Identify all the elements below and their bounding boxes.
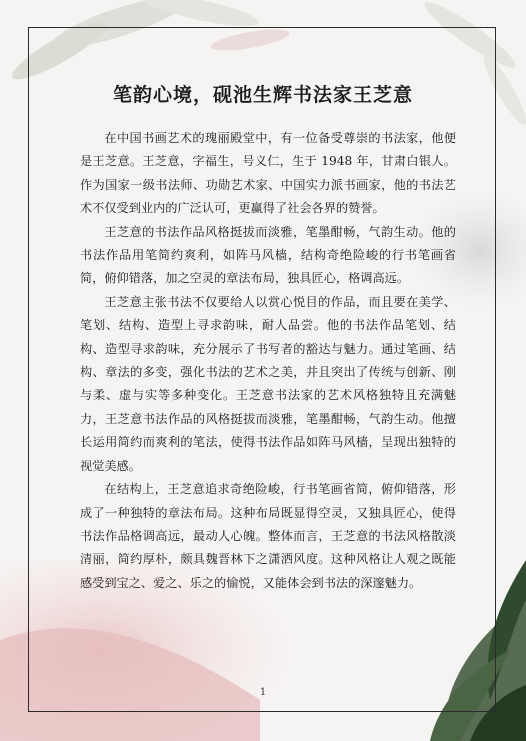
paragraph-4: 在结构上，王芝意追求奇绝险峻，行书笔画省简，俯仰错落，形成了一种独特的章法布局。这种布局既显得空灵，又独具匠心，使得书法作品格调高远，最动人心魄。整体而言，王芝意的书法风格散淡清丽，简约厚朴，颇具魏晋林下之潇洒风度。这种风格让人观之既能感受到宝之、爱之、乐之的愉悦，又能体会到书法的深邃魅力。 — [80, 482, 456, 590]
paragraph-1: 在中国书画艺术的瑰丽殿堂中，有一位备受尊崇的书法家，他便是王芝意。王芝意，字福生，号义仁，生于 1948 年，甘肃白银人。作为国家一级书法师、功勋艺术家、中国实力派书画家，他的书法艺术不仅受到业内的广泛认可，更赢得了社会各界的赞誉。 — [80, 131, 456, 216]
paragraph-3: 王芝意主张书法不仅要给人以赏心悦目的作品，而且要在美学、笔划、结构、造型上寻求韵味，耐人品尝。他的书法作品笔划、结构、造型寻求韵味，充分展示了书写者的豁达与魅力。通过笔画、结构、章法的多变，强化书法的艺术之美，并且突出了传统与创新、刚与柔、虚与实等多种变化。王芝意书法家的艺术风格独特且充满魅力，王芝意书法作品的风格挺拔而淡雅，笔墨酣畅，气韵生动。他擅长运用简约而爽利的笔法，使得书法作品如阵马风樯，呈现出独特的视觉美感。 — [80, 294, 456, 473]
article-body — [80, 127, 456, 595]
document-title: 笔韵心境，砚池生辉书法家王芝意 — [112, 84, 413, 106]
paragraph-2: 王芝意的书法作品风格挺拔而淡雅，笔墨酣畅，气韵生动。他的书法作品用笔简约爽利，如阵马风樯，结构奇绝险峻的行书笔画省简，俯仰错落，加之空灵的章法布局，独具匠心，格调高远。 — [80, 224, 456, 286]
page-number: 1 — [259, 687, 267, 698]
